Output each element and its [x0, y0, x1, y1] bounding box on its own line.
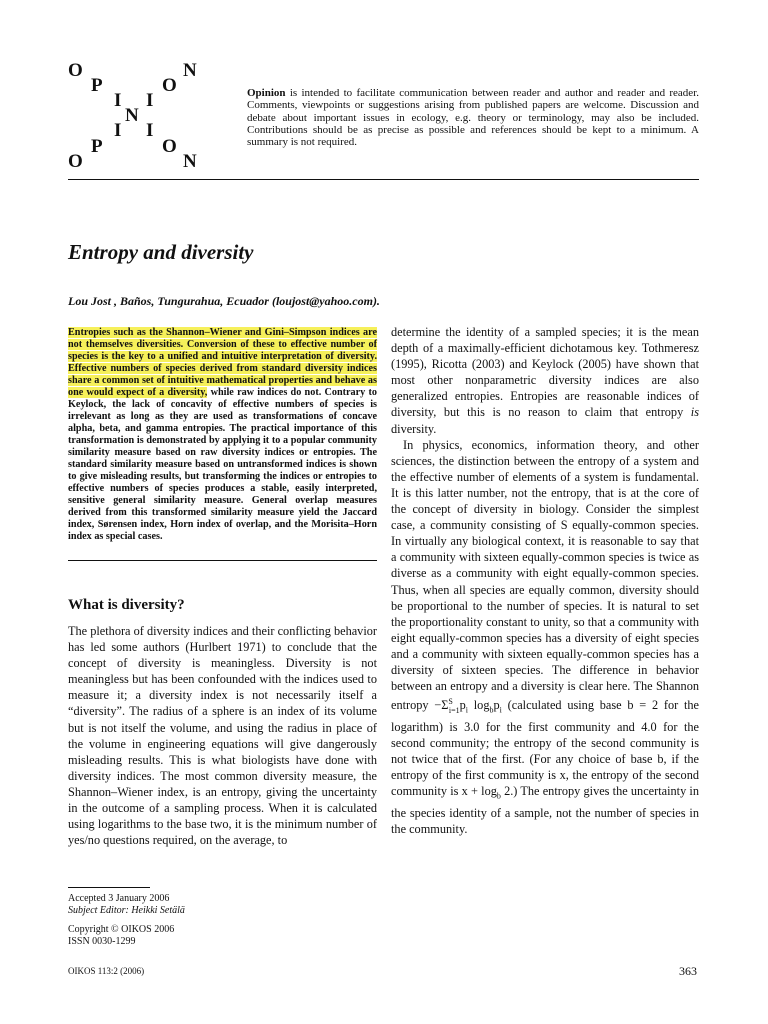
paragraph: determine the identity of a sampled species; it is the mean depth of a maximally-efficient dichotamous key. Tothmeresz (1995), Ricotta (2003) and Keylock (2005) have shown that most other nonparametric diversity indices are also generalized entropies. Entropies are reasonable indices of diversity, but this is no reason to claim that entropy is diversity.: [391, 325, 699, 436]
logo-letter: I: [146, 90, 154, 111]
logo-letter: O: [68, 151, 83, 172]
logo-letter: I: [146, 120, 154, 141]
paragraph: In physics, economics, information theory, and other sciences, the distinction between the entropy of a system and the effective number of elements of a system is fundamental. It is this latter number, not the entropy, that is at the core of the concept of diversity in biology. Consider the simplest case, a community consisting of S equally-common species. In virtually any biological context, it is reasonable to say that a community with sixteen equally-common species is twice as diverse as a community with eight equally-common species. Thus, when all species are equally common, diversity should be proportional to the number of species. It is natural to set the proportionality constant to unity, so that a community with eight equally-common species has a diversity of eight species and a community with sixteen equally-common species has a diversity of sixteen species. The difference in behavior between an entropy and a diversity is clear here. The Shannon entropy $-\Sigma^S_{i=1}p_i$ $\log_bp_i$ (calculated using base b = 2 for the logarithm) is 3.0 for the first community and 4.0 for the second community; the entropy of the second community is not twice that of the first. (For any choice of base b, if the entropy of the first community is x, the entropy of the second community is $x + \log_b 2$.) The entropy gives the uncertainty in the species identity of a sample, not the number of species in the community.: [391, 437, 700, 836]
subject-editor: Subject Editor: Heikki Setälä: [68, 905, 185, 916]
article-author: Lou Jost , Baños, Tungurahua, Ecuador (loujost@yahoo.com).: [68, 294, 380, 308]
abstract-rest: while raw indices do not. Contrary to Keylock, the lack of concavity of effective numbers of species is irrelevant as long as they are used as transformations of concave alpha, beta, and gamma entropies. The practical importance of this transformation is demonstrated by applying it to a popular community similarity measure based on raw diversity indices or entropies. The standard similarity measure based on untransformed indices is shown to give misleading results, but transforming the indices or entropies to effective numbers of species produces a stable, easily interpreted, sensitive general similarity measure. General overlap measures derived from this transformed similarity measure yield the Jaccard index, Sørensen index, Horn index of overlap, and the Morisita–Horn index as special cases.: [68, 387, 377, 542]
abstract-rule: [68, 560, 377, 561]
header-rule: [68, 179, 699, 180]
accepted-date: Accepted 3 January 2006: [68, 893, 170, 904]
shannon-formula: $-\Sigma^S_{i=1}p_i$ $\log_bp_i$: [434, 697, 502, 715]
logo-letter: N: [125, 105, 139, 126]
opinion-intro: [247, 87, 699, 148]
logo-letter: O: [68, 60, 83, 81]
right-column-text: [391, 324, 699, 837]
logo-letter: O: [162, 136, 177, 157]
left-column-text: The plethora of diversity indices and their conflicting behavior has led some authors (Hurlbert 1971) to conclude that the concept of diversity is meaningless. Diversity is not meaningless but has been confounded with the indices used to measure it; a diversity index is not necessarily itself a “diversity”. The radius of a sphere is an index of its volume but is not itself the volume, and using the radius in place of the volume in engineering equations will give dangerously misleading results. This is what biologists have done with diversity indices. The most common diversity measure, the Shannon–Wiener index, is an entropy, giving the uncertainty in the outcome of a sampling process. When it is calculated using logarithms to the base two, it is the minimum number of yes/no questions required, on the average, to: [68, 624, 377, 848]
abstract: [68, 327, 377, 543]
page-number: 363: [679, 964, 697, 978]
article-title: Entropy and diversity: [68, 240, 254, 264]
logo-letter: N: [183, 151, 197, 172]
section-heading: What is diversity?: [68, 597, 185, 613]
intro-lead: Opinion: [247, 87, 286, 99]
copyright: Copyright © OIKOS 2006: [68, 924, 175, 935]
logo-letter: P: [91, 136, 103, 157]
abstract-highlight: Entropies such as the Shannon–Wiener and Gini–Simpson indices are not themselves diversities. Conversion of these to effective number of species is the key to a unified and intuitive interpretation of diversity. Effective numbers of species derived from standard diversity indices share a common set of intuitive mathematical properties and behave as one would expect of a diversity,: [68, 327, 377, 398]
logo-letter: P: [91, 75, 103, 96]
logo-letter: O: [162, 75, 177, 96]
issn: ISSN 0030-1299: [68, 936, 136, 947]
intro-text: is intended to facilitate communication between reader and author and reader and reader. Comments, viewpoints or suggestions arising from published papers are welcome. Discussion and debate about important issues in ecology, e.g. theory or terminology, may also be included. Contributions should be as precise as possible and references should be kept to a minimum. A summary is not required.: [247, 87, 699, 149]
footnote-rule: [68, 887, 150, 888]
logo-letter: I: [114, 90, 122, 111]
opinion-logo: [0, 0, 240, 180]
logo-letter: I: [114, 120, 122, 141]
journal-footer: OIKOS 113:2 (2006): [68, 966, 145, 976]
logo-letter: N: [183, 60, 197, 81]
